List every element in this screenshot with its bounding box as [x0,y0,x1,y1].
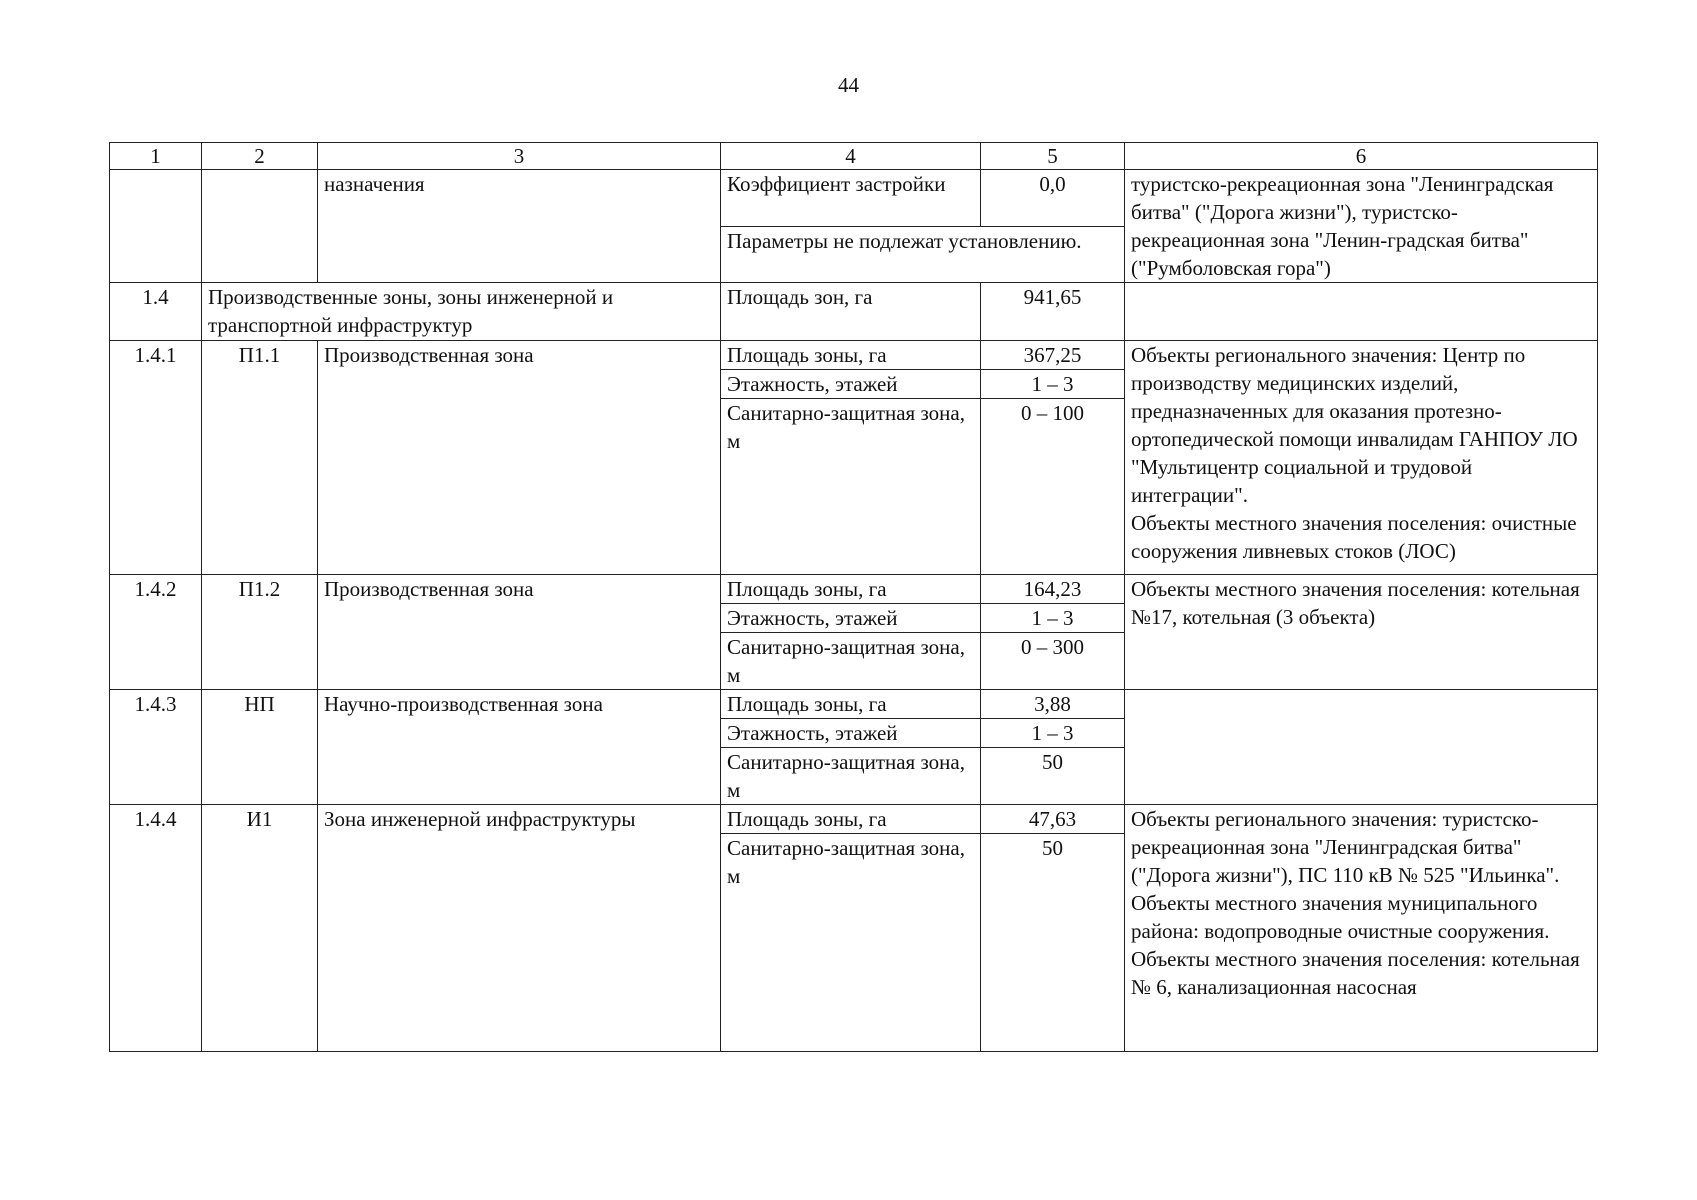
objects-text: Объекты местного значения поселения: котельная №17, котельная (3 объекта) [1131,577,1580,629]
num-cell: 1.4.2 [110,575,202,690]
objects-text: Объекты местного значения поселения: котельная № 6, канализационная насосная [1131,947,1580,999]
objects-text: Объекты регионального значения: Центр по производству медицинских изделий, предназначенных для оказания протезно-ортопедической помощи инвалидам ГАНПОУ ЛО "Мультицентр социальной и трудовой интеграции". [1131,343,1578,507]
header-cell: 4 [721,143,981,170]
zone-row [110,341,1598,370]
header-cell: 2 [202,143,318,170]
param-value: 0 – 300 [981,633,1125,690]
code-cell: П1.2 [202,575,318,690]
param-value: 50 [981,748,1125,805]
header-cell: 1 [110,143,202,170]
code-cell: И1 [202,805,318,1052]
objects-text: Объекты регионального значения: туристско-рекреационная зона "Ленинградская битва" ("Дорога жизни"), ПС 110 кВ № 525 "Ильинка". [1131,807,1560,887]
zone-row [110,805,1598,834]
param-label: Площадь зоны, га [721,690,981,719]
param-label: Санитарно-защитная зона, м [721,748,981,805]
param-value: 164,23 [981,575,1125,604]
num-cell: 1.4.1 [110,341,202,575]
continuation-row [110,170,1598,227]
header-cell: 6 [1125,143,1598,170]
objects-cell [1125,575,1598,690]
zone-name: Производственная зона [318,575,721,690]
zone-row [110,575,1598,604]
header-row [110,143,1598,170]
param-label: Санитарно-защитная зона, м [721,834,981,1052]
param-label: Площадь зоны, га [721,341,981,370]
zones-table [109,142,1598,1052]
param-value: 1 – 3 [981,719,1125,748]
param-note: Параметры не подлежат установлению. [721,226,1125,283]
param-value: 47,63 [981,805,1125,834]
zone-name: Научно-производственная зона [318,690,721,805]
zone-name: Производственная зона [318,341,721,575]
param-value: 367,25 [981,341,1125,370]
objects-cell: туристско-рекреационная зона "Ленинградская битва" ("Дорога жизни"), туристско-рекреационная зона "Ленин-градская битва" ("Румболовская гора") [1125,170,1598,283]
param-label: Площадь зоны, га [721,575,981,604]
param-label: Коэффициент застройки [721,170,981,227]
param-value: 3,88 [981,690,1125,719]
group-name: Производственные зоны, зоны инженерной и транспортной инфраструктур [202,283,721,341]
objects-cell [1125,341,1598,575]
objects-cell [1125,283,1598,341]
group-num: 1.4 [110,283,202,341]
objects-text: Объекты местного значения муниципального района: водопроводные очистные сооружения. [1131,891,1550,943]
num-cell: 1.4.3 [110,690,202,805]
objects-text: Объекты местного значения поселения: очистные сооружения ливневых стоков (ЛОС) [1131,511,1577,563]
param-value: 941,65 [981,283,1125,341]
num-cell [110,170,202,283]
param-value: 1 – 3 [981,370,1125,399]
param-value: 0,0 [981,170,1125,227]
param-value: 0 – 100 [981,399,1125,575]
param-label: Площадь зон, га [721,283,981,341]
num-cell: 1.4.4 [110,805,202,1052]
header-cell: 3 [318,143,721,170]
param-value: 1 – 3 [981,604,1125,633]
param-label: Санитарно-защитная зона, м [721,399,981,575]
code-cell [202,170,318,283]
objects-cell [1125,805,1598,1052]
header-cell: 5 [981,143,1125,170]
param-label: Этажность, этажей [721,604,981,633]
zone-name: назначения [318,170,721,283]
param-value: 50 [981,834,1125,1052]
group-row [110,283,1598,341]
zone-name: Зона инженерной инфраструктуры [318,805,721,1052]
param-label: Этажность, этажей [721,719,981,748]
zone-row [110,690,1598,719]
objects-cell [1125,690,1598,805]
param-label: Санитарно-защитная зона, м [721,633,981,690]
code-cell: П1.1 [202,341,318,575]
param-label: Этажность, этажей [721,370,981,399]
param-label: Площадь зоны, га [721,805,981,834]
page-number: 44 [838,73,859,97]
code-cell: НП [202,690,318,805]
